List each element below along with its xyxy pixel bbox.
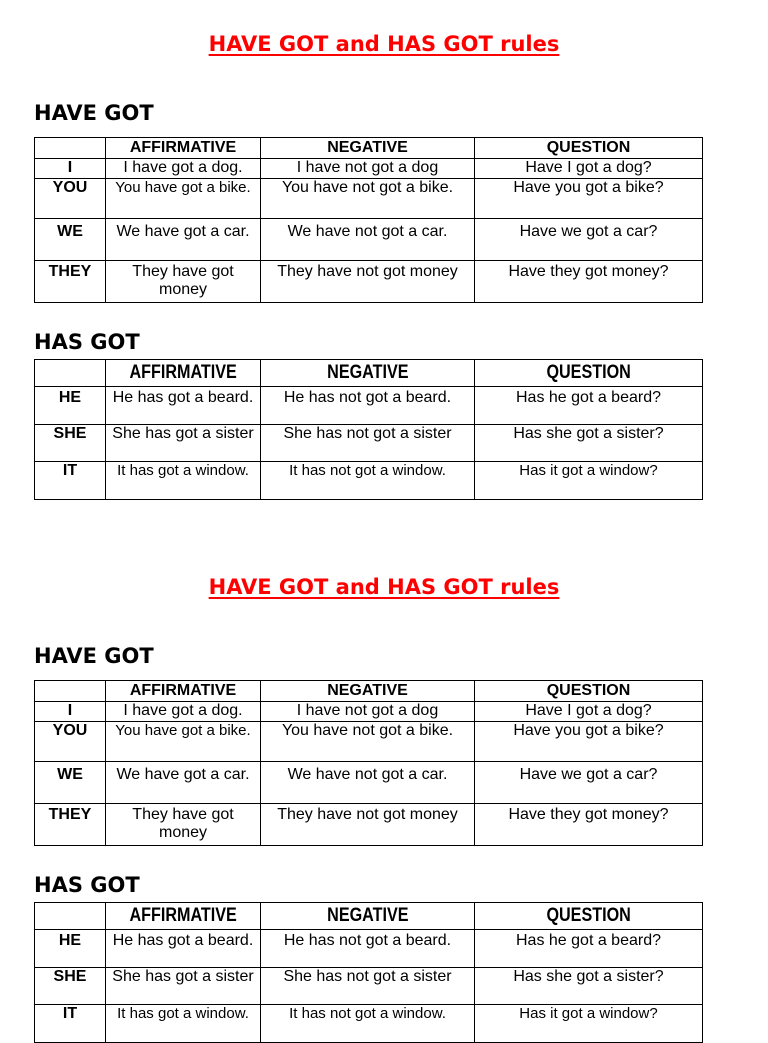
- question-cell: Has she got a sister?: [475, 968, 703, 1005]
- negative-cell: It has not got a window.: [261, 1005, 475, 1043]
- negative-cell: We have not got a car.: [261, 762, 475, 804]
- affirmative-cell: They have got money: [106, 261, 261, 303]
- page-title: HAVE GOT and HAS GOT rules: [208, 32, 560, 56]
- pronoun-cell: WE: [35, 219, 106, 261]
- header-question: QUESTION: [475, 903, 703, 930]
- table-header-row: [35, 138, 703, 159]
- header-question: QUESTION: [475, 681, 703, 702]
- table-row: [35, 425, 703, 462]
- header-negative: NEGATIVE: [261, 138, 475, 159]
- negative-cell: It has not got a window.: [261, 462, 475, 500]
- have-got-heading: HAVE GOT: [34, 101, 154, 125]
- negative-cell: You have not got a bike.: [261, 722, 475, 762]
- pronoun-cell: THEY: [35, 261, 106, 303]
- affirmative-cell: He has got a beard.: [106, 387, 261, 425]
- affirmative-cell: I have got a dog.: [106, 702, 261, 722]
- question-cell: Has he got a beard?: [475, 387, 703, 425]
- affirmative-cell: It has got a window.: [106, 462, 261, 500]
- question-cell: Have they got money?: [475, 804, 703, 846]
- pronoun-cell: IT: [35, 462, 106, 500]
- negative-cell: You have not got a bike.: [261, 179, 475, 219]
- affirmative-cell: They have got money: [106, 804, 261, 846]
- negative-cell: He has not got a beard.: [261, 387, 475, 425]
- question-cell: Have you got a bike?: [475, 179, 703, 219]
- negative-cell: She has not got a sister: [261, 425, 475, 462]
- table-row: [35, 702, 703, 722]
- header-cell: [35, 138, 106, 159]
- affirmative-cell: I have got a dog.: [106, 159, 261, 179]
- pronoun-cell: THEY: [35, 804, 106, 846]
- has-got-heading: HAS GOT: [34, 873, 140, 897]
- affirmative-cell: She has got a sister: [106, 425, 261, 462]
- header-cell: [35, 681, 106, 702]
- negative-cell: They have not got money: [261, 804, 475, 846]
- page-title: HAVE GOT and HAS GOT rules: [208, 575, 560, 599]
- header-question: QUESTION: [475, 138, 703, 159]
- header-affirmative: AFFIRMATIVE: [106, 138, 261, 159]
- have-got-table: [34, 137, 703, 303]
- pronoun-cell: IT: [35, 1005, 106, 1043]
- negative-cell: I have not got a dog: [261, 159, 475, 179]
- pronoun-cell: WE: [35, 762, 106, 804]
- pronoun-cell: HE: [35, 930, 106, 968]
- question-cell: Have they got money?: [475, 261, 703, 303]
- table-row: [35, 930, 703, 968]
- table-row: [35, 179, 703, 219]
- header-negative: NEGATIVE: [261, 681, 475, 702]
- negative-cell: We have not got a car.: [261, 219, 475, 261]
- pronoun-cell: SHE: [35, 425, 106, 462]
- header-affirmative: AFFIRMATIVE: [106, 681, 261, 702]
- table-header-row: [35, 681, 703, 702]
- affirmative-cell: We have got a car.: [106, 219, 261, 261]
- table-row: [35, 762, 703, 804]
- pronoun-cell: HE: [35, 387, 106, 425]
- affirmative-cell: You have got a bike.: [106, 179, 261, 219]
- question-cell: Has she got a sister?: [475, 425, 703, 462]
- header-negative: NEGATIVE: [261, 360, 475, 387]
- question-cell: Have I got a dog?: [475, 159, 703, 179]
- has-got-table: [34, 359, 703, 500]
- table-header-row: [35, 360, 703, 387]
- table-row: [35, 219, 703, 261]
- pronoun-cell: I: [35, 702, 106, 722]
- affirmative-cell: You have got a bike.: [106, 722, 261, 762]
- has-got-heading: HAS GOT: [34, 330, 140, 354]
- negative-cell: He has not got a beard.: [261, 930, 475, 968]
- negative-cell: They have not got money: [261, 261, 475, 303]
- question-cell: Has he got a beard?: [475, 930, 703, 968]
- table-row: [35, 968, 703, 1005]
- header-cell: [35, 360, 106, 387]
- table-row: [35, 462, 703, 500]
- header-affirmative: AFFIRMATIVE: [106, 360, 261, 387]
- have-got-table: [34, 680, 703, 846]
- table-row: [35, 387, 703, 425]
- pronoun-cell: YOU: [35, 722, 106, 762]
- table-header-row: [35, 903, 703, 930]
- pronoun-cell: SHE: [35, 968, 106, 1005]
- header-affirmative: AFFIRMATIVE: [106, 903, 261, 930]
- table-row: [35, 261, 703, 303]
- header-negative: NEGATIVE: [261, 903, 475, 930]
- affirmative-cell: She has got a sister: [106, 968, 261, 1005]
- question-cell: Have I got a dog?: [475, 702, 703, 722]
- question-cell: Have we got a car?: [475, 762, 703, 804]
- table-row: [35, 804, 703, 846]
- affirmative-cell: We have got a car.: [106, 762, 261, 804]
- question-cell: Has it got a window?: [475, 462, 703, 500]
- question-cell: Has it got a window?: [475, 1005, 703, 1043]
- header-question: QUESTION: [475, 360, 703, 387]
- has-got-table: [34, 902, 703, 1043]
- have-got-heading: HAVE GOT: [34, 644, 154, 668]
- question-cell: Have you got a bike?: [475, 722, 703, 762]
- pronoun-cell: YOU: [35, 179, 106, 219]
- header-cell: [35, 903, 106, 930]
- table-row: [35, 722, 703, 762]
- negative-cell: She has not got a sister: [261, 968, 475, 1005]
- affirmative-cell: He has got a beard.: [106, 930, 261, 968]
- table-row: [35, 159, 703, 179]
- affirmative-cell: It has got a window.: [106, 1005, 261, 1043]
- pronoun-cell: I: [35, 159, 106, 179]
- negative-cell: I have not got a dog: [261, 702, 475, 722]
- question-cell: Have we got a car?: [475, 219, 703, 261]
